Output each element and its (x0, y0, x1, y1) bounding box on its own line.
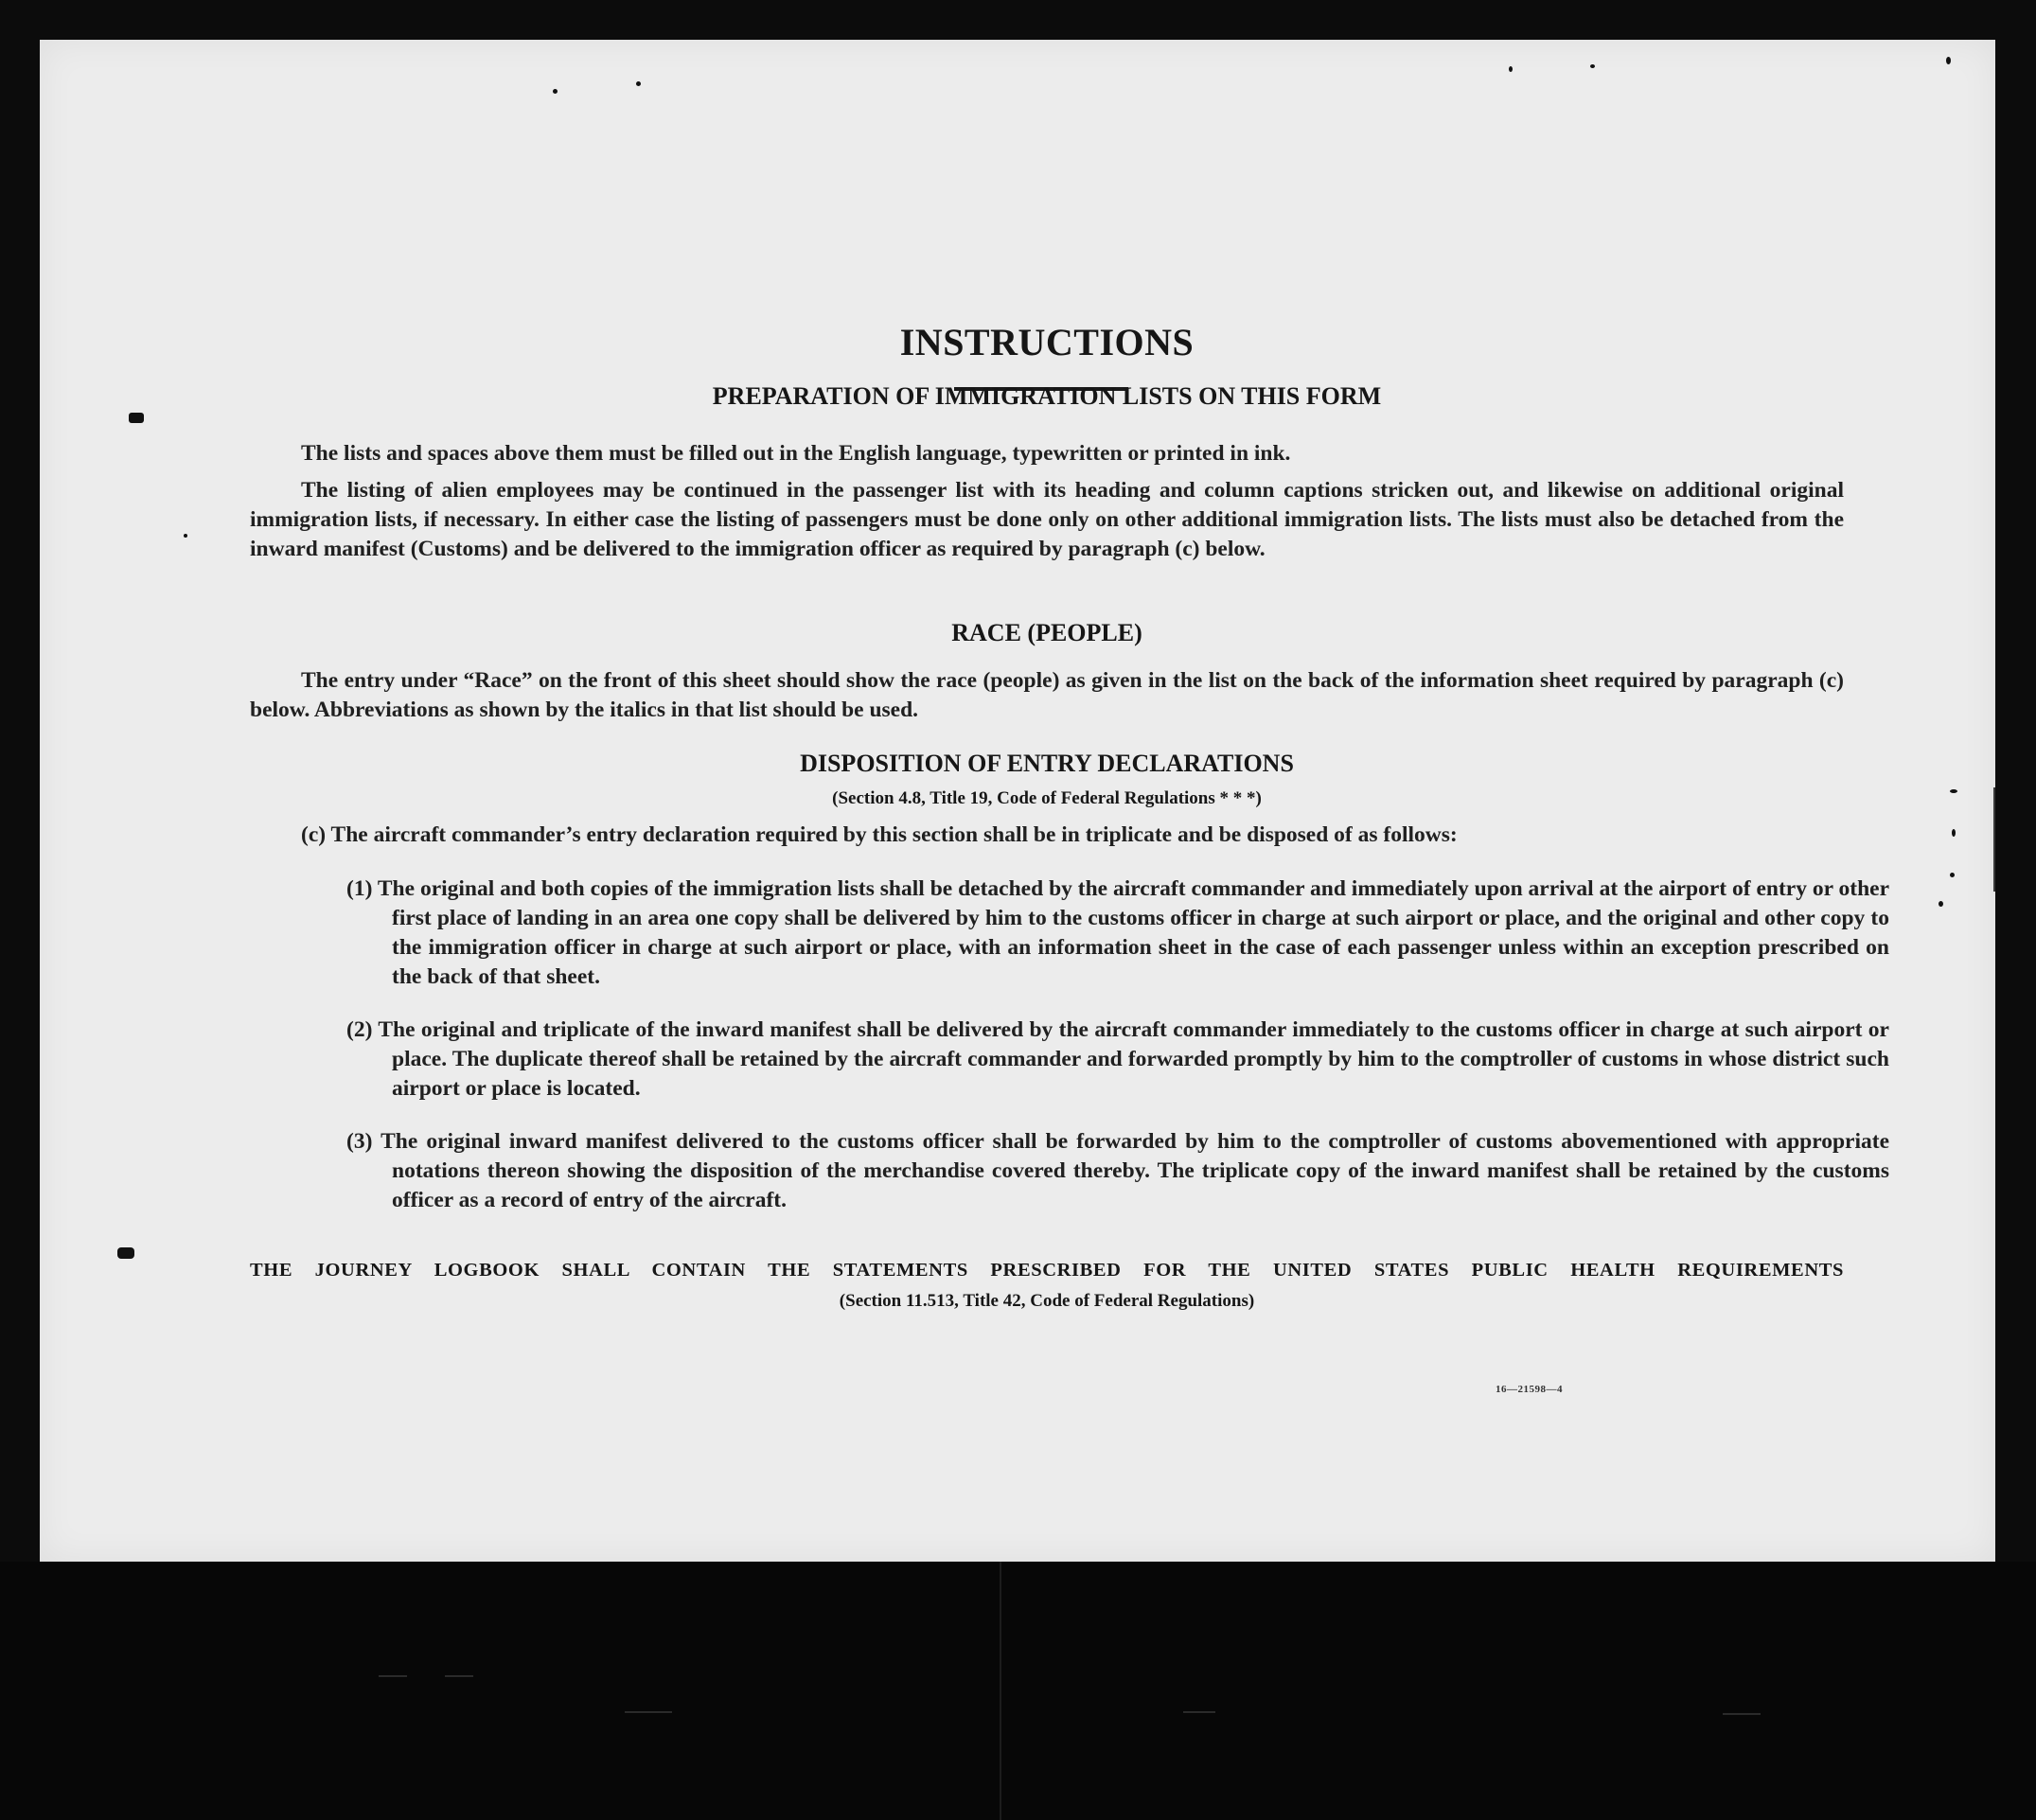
paragraph-alien-employees: The listing of alien employees may be continued in the passenger list with its heading and column captions stricken out, and likewise on additional original immigration lists, if necessary. In either case the listing of passengers must be done only on other additional immigration lists. The lists must also be detached from the inward manifest (Customs) and be delivered to the immigration officer as required by paragraph (c) below. (250, 478, 1844, 561)
ink-speck (117, 1247, 134, 1259)
scan-mark (379, 1675, 407, 1677)
ink-speck (553, 89, 558, 94)
ink-speck (1509, 66, 1513, 72)
heading-preparation: PREPARATION OF IMMIGRATION LISTS ON THIS FORM (712, 382, 1382, 410)
scan-mark (1723, 1713, 1761, 1715)
form-number: 16—21598—4 (1496, 1384, 1563, 1395)
ink-speck (184, 534, 187, 538)
list-item-2: (2) The original and triplicate of the inward manifest shall be delivered by the aircraft commander immediately to the customs officer in charge at such airport or place. The duplicate thereof shall be retained by the aircraft commander and forwarded promptly by him to the comptroller of customs in whose district such airport or place is located. (346, 1017, 1889, 1101)
scan-mark (625, 1711, 672, 1713)
citation-title-42: (Section 11.513, Title 42, Code of Federal Regulations) (839, 1291, 1255, 1311)
ink-speck (1952, 829, 1956, 837)
document-page (40, 40, 1995, 1562)
citation-title-19: (Section 4.8, Title 19, Code of Federal Regulations * * *) (832, 788, 1262, 808)
paragraph-language: The lists and spaces above them must be filled out in the English language, typewritten or printed in ink. (301, 441, 1291, 466)
fold-line (1000, 1562, 1001, 1820)
ink-speck (1950, 789, 1957, 793)
page-title: INSTRUCTIONS (899, 321, 1195, 363)
ink-speck (1939, 901, 1943, 907)
ink-speck (1590, 64, 1595, 68)
scan-mark (1183, 1711, 1215, 1713)
list-item-1: (1) The original and both copies of the immigration lists shall be detached by the aircraft commander and immediately upon arrival at the airport of entry or other first place of landing in an area one copy shall be delivered by him to the customs officer in charge at such airport or place, and the original and other copy to the immigration officer in charge at such airport or place, with an information sheet in the case of each passenger unless within an exception prescribed on the back of that sheet. (346, 876, 1889, 989)
clause-c: (c) The aircraft commander’s entry declaration required by this section shall be in triplicate and be disposed of as follows: (301, 822, 1458, 847)
ink-speck (1950, 873, 1955, 877)
list-item-3: (3) The original inward manifest delivered to the customs officer shall be forwarded by him to the comptroller of customs abovementioned with appropriate notations thereon showing the disposition of the merchandise covered thereby. The triplicate copy of the inward manifest shall be retained by the customs officer as a record of entry of the aircraft. (346, 1129, 1889, 1212)
ink-speck (636, 81, 641, 86)
health-requirement-notice: THE JOURNEY LOGBOOK SHALL CONTAIN THE STATEMENTS PRESCRIBED FOR THE UNITED STATES PUBLIC HEALTH REQUIREMENTS (250, 1260, 1844, 1281)
scan-mark (445, 1675, 473, 1677)
heading-disposition: DISPOSITION OF ENTRY DECLARATIONS (800, 750, 1294, 777)
ink-speck (129, 413, 144, 423)
heading-race: RACE (PEOPLE) (951, 619, 1142, 646)
paragraph-race: The entry under “Race” on the front of this sheet should show the race (people) as given in the list on the back of the information sheet required by paragraph (c) below. Abbreviations as shown by the italics in that list should be used. (250, 668, 1844, 722)
ink-speck (1946, 57, 1951, 64)
margin-rule (1993, 787, 1995, 892)
scan-background (0, 1562, 2036, 1820)
